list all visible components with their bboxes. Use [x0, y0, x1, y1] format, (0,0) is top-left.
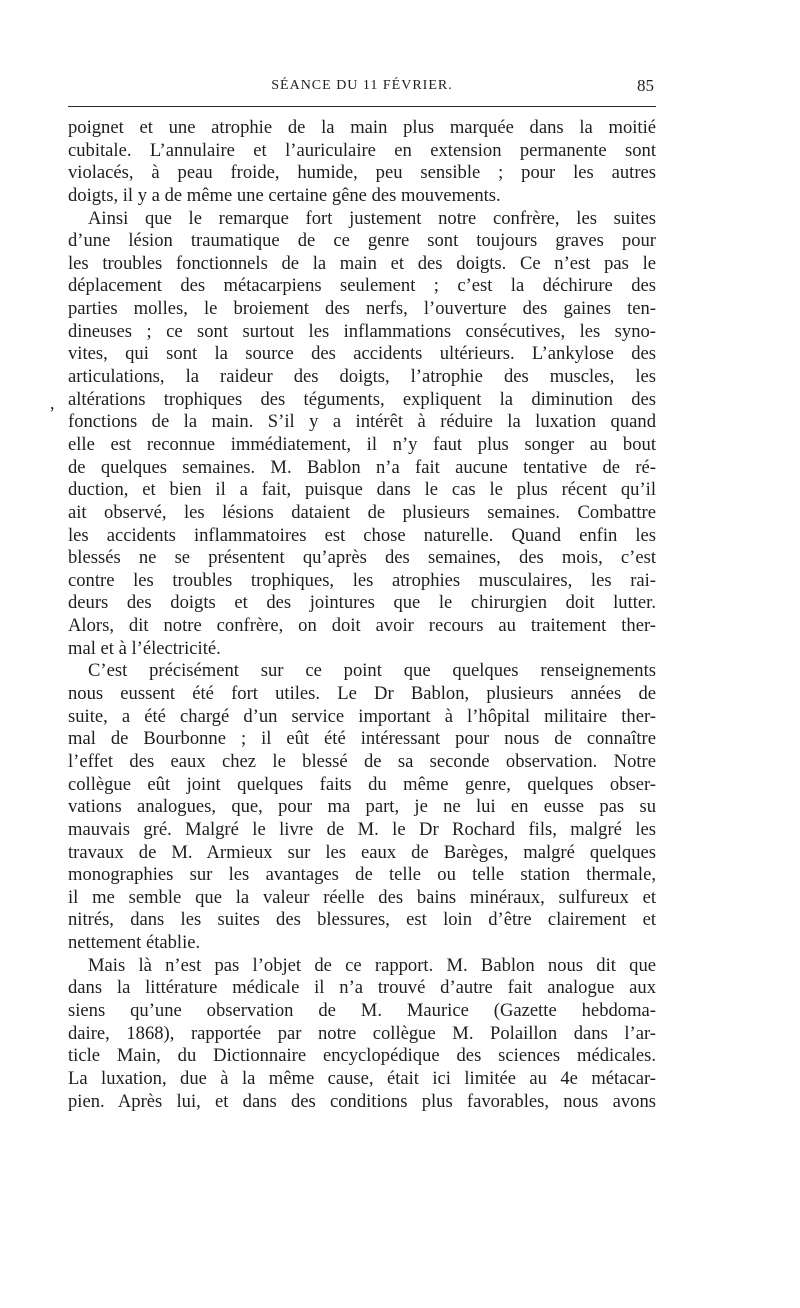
text-line: altérations trophiques des téguments, expliquent la diminution des [68, 388, 656, 410]
page-number: 85 [637, 76, 654, 95]
text-line: suite, a été chargé d’un service important à l’hôpital militaire ther- [68, 705, 656, 727]
text-line: violacés, à peau froide, humide, peu sensible ; pour les autres [68, 162, 656, 184]
running-title: SÉANCE DU 11 FÉVRIER. [271, 78, 453, 93]
text-line: ait observé, les lésions dataient de plusieurs semaines. Combattre [68, 501, 656, 523]
text-line: l’effet des eaux chez le blessé de sa seconde observation. Notre [68, 750, 656, 772]
text-line: blessés ne se présentent qu’après des semaines, des mois, c’est [68, 547, 656, 569]
page-header [68, 68, 656, 108]
text-line: poignet et une atrophie de la main plus marquée dans la moitié [68, 117, 656, 138]
text-line: elle est reconnue immédiatement, il n’y faut plus songer au bout [68, 433, 656, 455]
text-line: collègue eût joint quelques faits du même genre, quelques obser- [68, 773, 656, 795]
text-line: travaux de M. Armieux sur les eaux de Barèges, malgré quelques [68, 841, 656, 863]
text-line: les accidents inflammatoires est chose naturelle. Quand enfin les [68, 524, 656, 546]
header-rule [68, 106, 656, 107]
paragraph-start-line: Mais là n’est pas l’objet de ce rapport. M. Bablon nous dit que [88, 954, 656, 976]
text-line: vites, qui sont la source des accidents ultérieurs. L’ankylose des [68, 343, 656, 365]
text-line: daire, 1868), rapportée par notre collègue M. Polaillon dans l’ar- [68, 1022, 656, 1044]
text-line: déplacement des métacarpiens seulement ; c’est la déchirure des [68, 275, 656, 297]
text-line: mal et à l’électricité. [68, 637, 221, 659]
text-line: deurs des doigts et des jointures que le chirurgien doit lutter. [68, 592, 656, 614]
text-line: nitrés, dans les suites des blessures, est loin d’être clairement et [68, 909, 656, 931]
text-line: cubitale. L’annulaire et l’auriculaire en extension permanente sont [68, 139, 656, 161]
text-line: siens qu’une observation de M. Maurice (Gazette hebdoma- [68, 999, 656, 1021]
text-line: pien. Après lui, et dans des conditions plus favorables, nous avons [68, 1090, 656, 1112]
text-line: La luxation, due à la même cause, était ici limitée au 4e métacar- [68, 1067, 656, 1089]
text-line: Alors, dit notre confrère, on doit avoir recours au traitement ther- [68, 615, 656, 637]
text-line: nettement établie. [68, 932, 201, 954]
text-line: de quelques semaines. M. Bablon n’a fait aucune tentative de ré- [68, 456, 656, 478]
text-line: nous eussent été fort utiles. Le Dr Bablon, plusieurs années de [68, 683, 656, 705]
text-line: mauvais gré. Malgré le livre de M. le Dr Rochard fils, malgré les [68, 818, 656, 840]
text-line: duction, et bien il a fait, puisque dans le cas le plus récent qu’il [68, 479, 656, 501]
text-line: contre les troubles trophiques, les atrophies musculaires, les rai- [68, 569, 656, 591]
body-text [68, 117, 656, 1113]
paragraph-start-line: Ainsi que le remarque fort justement notre confrère, les suites [88, 207, 656, 229]
margin-mark: , [50, 393, 55, 413]
text-line: dans la littérature médicale il n’a trouvé d’autre fait analogue aux [68, 977, 656, 999]
text-line: d’une lésion traumatique de ce genre sont toujours graves pour [68, 230, 656, 252]
text-line: il me semble que la valeur réelle des bains minéraux, sulfureux et [68, 886, 656, 908]
paragraph-start-line: C’est précisément sur ce point que quelques renseignements [88, 660, 656, 682]
text-line: fonctions de la main. S’il y a intérêt à réduire la luxation quand [68, 411, 656, 433]
text-line: ticle Main, du Dictionnaire encyclopédique des sciences médicales. [68, 1045, 656, 1067]
text-line: doigts, il y a de même une certaine gêne des mouvements. [68, 184, 501, 206]
text-line: monographies sur les avantages de telle ou telle station thermale, [68, 864, 656, 886]
text-line: mal de Bourbonne ; il eût été intéressant pour nous de connaître [68, 728, 656, 750]
text-line: dineuses ; ce sont surtout les inflammations consécutives, les syno- [68, 320, 656, 342]
text-line: parties molles, le broiement des nerfs, l’ouverture des gaines ten- [68, 298, 656, 320]
text-line: vations analogues, que, pour ma part, je ne lui en eusse pas su [68, 796, 656, 818]
text-line: articulations, la raideur des doigts, l’atrophie des muscles, les [68, 366, 656, 388]
text-line: les troubles fonctionnels de la main et des doigts. Ce n’est pas le [68, 252, 656, 274]
